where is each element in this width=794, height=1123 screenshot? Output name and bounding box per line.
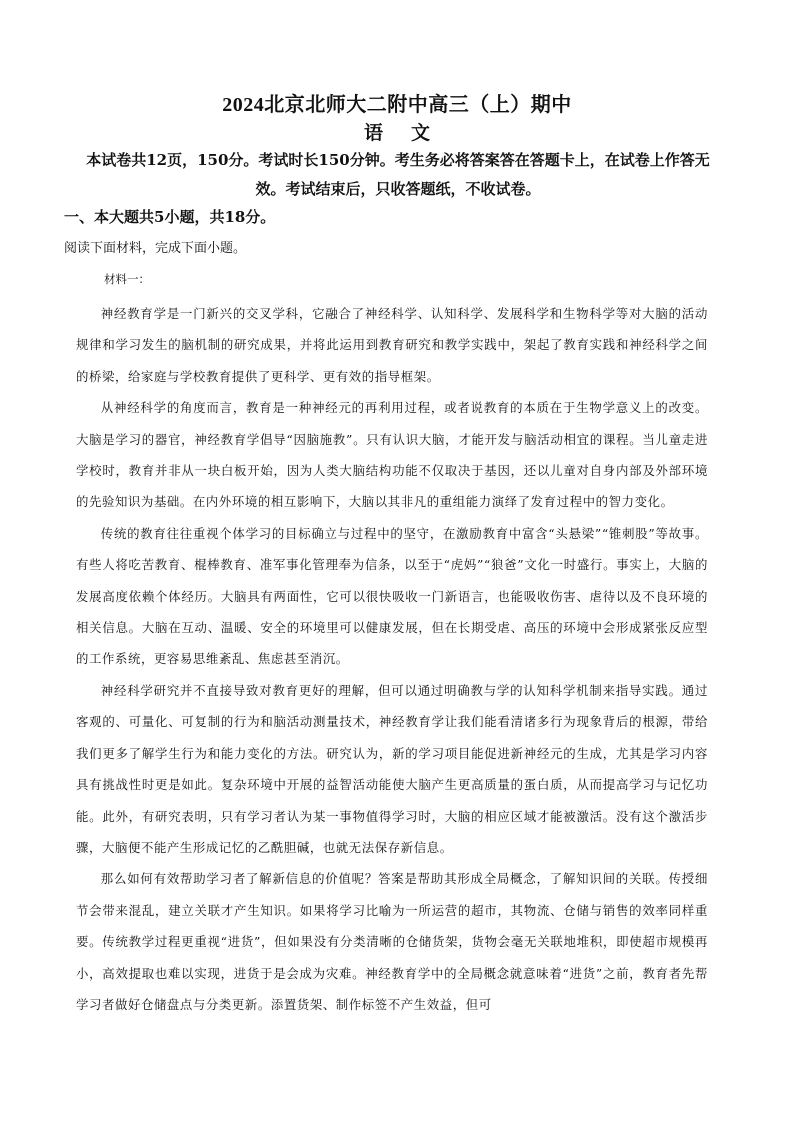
subject-heading: 语文 xyxy=(363,122,458,144)
paragraph-2: 从神经科学的角度而言，教育是一种神经元的再利用过程，或者说教育的本质在于生物学意义上的改变。大脑是学习的器官，神经教育学倡导“因脑施教”。只有认识大脑，才能开发与脑活动相宜的课程。当儿童走进学校时，教育并非从一块白板开始，因为人类大脑结构功能不仅取决于基因，还以儿童对自身内部及外部环境的先验知识为基础。在内外环境的相互影响下，大脑以其非凡的重组能力演绎了发育过程中的智力变化。 xyxy=(76,400,708,510)
paragraph-3: 传统的教育往往重视个体学习的目标确立与过程中的坚守，在激励教育中富含“头悬梁”“锥刺股”等故事。有些人将吃苦教育、棍棒教育、准军事化管理奉为信条，以至于“虎妈”“狼爸”文化一时盛行。事实上，大脑的发展高度依赖个体经历。大脑具有两面性，它可以很快吸收一门新语言，也能吸收伤害、虐待以及不良环境的相关信息。大脑在互动、温暖、安全的环境里可以健康发展，但在长期受虐、高压的环境中会形成紧张反应型的工作系统，更容易思维紊乱、焦虑甚至消沉。 xyxy=(76,525,708,667)
paragraph-1: 神经教育学是一门新兴的交叉学科，它融合了神经科学、认知科学、发展科学和生物科学等对大脑的活动规律和学习发生的脑机制的研究成果，并将此运用到教育研究和教学实践中，架起了教育实践和神经科学之间的桥梁，给家庭与学校教育提供了更科学、更有效的指导框架。 xyxy=(76,306,708,384)
material-body xyxy=(76,298,708,1020)
material-label: 材料一： xyxy=(104,272,150,286)
page-title: 2024北京北师大二附中高三（上）期中 xyxy=(222,94,572,116)
section-heading: 一、本大题共5小题，共18分。 xyxy=(64,208,276,226)
exam-notice: 本试卷共12页，150分。考试时长150分钟。考生务必将答案答在答题卡上，在试卷上作答无效。考试结束后，只收答题纸，不收试卷。 xyxy=(86,151,710,198)
reading-instruction: 阅读下面材料，完成下面小题。 xyxy=(64,241,247,256)
paragraph-5: 那么如何有效帮助学习者了解新信息的价值呢？答案是帮助其形成全局概念，了解知识间的关联。传授细节会带来混乱，建立关联才产生知识。如果将学习比喻为一所运营的超市，其物流、仓储与销售的效率同样重要。传统教学过程更重视“进货”，但如果没有分类清晰的仓储货架，货物会毫无关联地堆积，即使超市规模再小，高效提取也难以实现，进货于是会成为灾难。神经教育学中的全局概念就意味着“进货”之前，教育者先帮学习者做好仓储盘点与分类更新。添置货架、制作标签不产生效益，但可 xyxy=(76,871,708,1012)
paragraph-4: 神经科学研究并不直接导致对教育更好的理解，但可以通过明确教与学的认知科学机制来指导实践。通过客观的、可量化、可复制的行为和脑活动测量技术，神经教育学让我们能看清诸多行为现象背后的根源，带给我们更多了解学生行为和能力变化的方法。研究认为，新的学习项目能促进新神经元的生成，尤其是学习内容具有挑战性时更是如此。复杂环境中开展的益智活动能使大脑产生更高质量的蛋白质，从而提高学习与记忆功能。此外，有研究表明，只有学习者认为某一事物值得学习时，大脑的相应区域才能被激活。没有这个激活步骤，大脑便不能产生形成记忆的乙酰胆碱，也就无法保存新信息。 xyxy=(76,682,708,855)
